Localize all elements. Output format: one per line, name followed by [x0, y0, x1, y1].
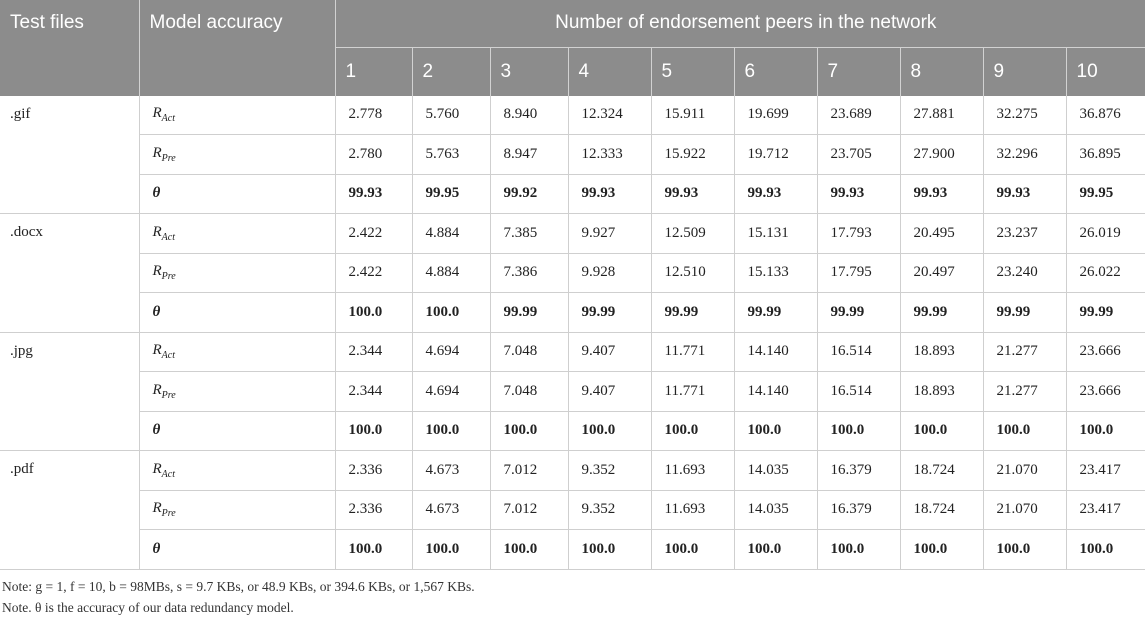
value-cell: 99.99 [1066, 293, 1145, 333]
symbol-subscript: Act [161, 350, 175, 362]
symbol-subscript: Pre [161, 152, 176, 164]
value-cell: 9.352 [568, 451, 651, 491]
value-cell: 26.019 [1066, 214, 1145, 254]
value-cell: 7.012 [490, 490, 568, 530]
value-cell: 99.99 [651, 293, 734, 333]
value-cell: 16.514 [817, 332, 900, 372]
value-cell: 20.497 [900, 253, 983, 293]
value-cell: 99.99 [983, 293, 1066, 333]
metric-label-r-pre [139, 490, 335, 530]
value-cell: 16.514 [817, 372, 900, 412]
value-cell: 100.0 [651, 530, 734, 570]
metric-label-r-act [139, 451, 335, 491]
value-cell: 8.940 [490, 96, 568, 135]
value-cell: 4.884 [412, 253, 490, 293]
value-cell: 99.93 [983, 174, 1066, 214]
value-cell: 15.133 [734, 253, 817, 293]
symbol-subscript: Pre [161, 389, 176, 401]
metric-label-theta: θ [139, 174, 335, 214]
value-cell: 9.928 [568, 253, 651, 293]
value-cell: 23.705 [817, 135, 900, 175]
table-notes [2, 576, 1145, 618]
value-cell: 100.0 [490, 411, 568, 451]
table-row [0, 253, 1145, 293]
header-peer-9: 9 [983, 47, 1066, 96]
value-cell: 99.95 [1066, 174, 1145, 214]
value-cell: 100.0 [412, 530, 490, 570]
header-peer-3: 3 [490, 47, 568, 96]
value-cell: 99.93 [335, 174, 412, 214]
value-cell: 99.95 [412, 174, 490, 214]
header-peer-7: 7 [817, 47, 900, 96]
value-cell: 100.0 [900, 411, 983, 451]
value-cell: 18.893 [900, 372, 983, 412]
table-row [0, 135, 1145, 175]
value-cell: 2.422 [335, 214, 412, 254]
value-cell: 2.422 [335, 253, 412, 293]
value-cell: 20.495 [900, 214, 983, 254]
table-row [0, 174, 1145, 214]
value-cell: 16.379 [817, 451, 900, 491]
symbol-subscript: Act [161, 468, 175, 480]
header-peer-10: 10 [1066, 47, 1145, 96]
value-cell: 26.022 [1066, 253, 1145, 293]
value-cell: 18.724 [900, 490, 983, 530]
value-cell: 100.0 [335, 293, 412, 333]
value-cell: 12.333 [568, 135, 651, 175]
value-cell: 8.947 [490, 135, 568, 175]
file-type-label: .pdf [0, 451, 139, 570]
value-cell: 100.0 [900, 530, 983, 570]
value-cell: 7.012 [490, 451, 568, 491]
value-cell: 99.99 [817, 293, 900, 333]
value-cell: 23.417 [1066, 451, 1145, 491]
value-cell: 21.070 [983, 451, 1066, 491]
value-cell: 15.922 [651, 135, 734, 175]
symbol-r: R [152, 105, 162, 122]
header-peer-1: 1 [335, 47, 412, 96]
value-cell: 4.884 [412, 214, 490, 254]
value-cell: 23.666 [1066, 332, 1145, 372]
value-cell: 15.911 [651, 96, 734, 135]
symbol-r: R [152, 381, 162, 398]
value-cell: 17.795 [817, 253, 900, 293]
file-type-label: .jpg [0, 332, 139, 451]
table-row [0, 332, 1145, 372]
value-cell: 99.99 [734, 293, 817, 333]
header-peers-title: Number of endorsement peers in the network [335, 0, 1145, 47]
value-cell: 99.92 [490, 174, 568, 214]
table-row [0, 530, 1145, 570]
header-peer-6: 6 [734, 47, 817, 96]
header-peer-2: 2 [412, 47, 490, 96]
value-cell: 100.0 [734, 530, 817, 570]
value-cell: 99.99 [900, 293, 983, 333]
metric-label-r-act [139, 332, 335, 372]
value-cell: 12.510 [651, 253, 734, 293]
metric-label-theta: θ [139, 530, 335, 570]
header-peer-5: 5 [651, 47, 734, 96]
value-cell: 15.131 [734, 214, 817, 254]
metric-label-r-act [139, 96, 335, 135]
metric-label-r-act [139, 214, 335, 254]
table-row [0, 372, 1145, 412]
symbol-subscript: Act [161, 231, 175, 243]
symbol-r: R [152, 144, 162, 161]
value-cell: 100.0 [412, 411, 490, 451]
file-type-label: .gif [0, 96, 139, 214]
table-row [0, 214, 1145, 254]
value-cell: 2.780 [335, 135, 412, 175]
value-cell: 11.693 [651, 451, 734, 491]
value-cell: 4.694 [412, 372, 490, 412]
note-theta: Note. θ is the accuracy of our data redundancy model. [2, 599, 294, 615]
value-cell: 100.0 [412, 293, 490, 333]
value-cell: 21.277 [983, 332, 1066, 372]
value-cell: 100.0 [817, 411, 900, 451]
symbol-subscript: Pre [161, 271, 176, 283]
value-cell: 23.417 [1066, 490, 1145, 530]
value-cell: 100.0 [1066, 530, 1145, 570]
value-cell: 7.048 [490, 332, 568, 372]
value-cell: 99.99 [568, 293, 651, 333]
header-peer-8: 8 [900, 47, 983, 96]
symbol-r: R [152, 342, 162, 359]
value-cell: 100.0 [734, 411, 817, 451]
metric-label-r-pre [139, 372, 335, 412]
symbol-r: R [152, 500, 162, 517]
file-type-label: .docx [0, 214, 139, 333]
value-cell: 2.344 [335, 372, 412, 412]
header-peer-4: 4 [568, 47, 651, 96]
value-cell: 14.035 [734, 451, 817, 491]
value-cell: 4.673 [412, 451, 490, 491]
value-cell: 100.0 [1066, 411, 1145, 451]
symbol-subscript: Pre [161, 508, 176, 520]
header-model-accuracy: Model accuracy [139, 0, 335, 96]
value-cell: 9.407 [568, 332, 651, 372]
metric-label-theta: θ [139, 293, 335, 333]
metric-label-r-pre [139, 253, 335, 293]
metric-label-theta: θ [139, 411, 335, 451]
value-cell: 100.0 [983, 530, 1066, 570]
value-cell: 5.760 [412, 96, 490, 135]
value-cell: 7.048 [490, 372, 568, 412]
value-cell: 100.0 [568, 530, 651, 570]
value-cell: 2.336 [335, 490, 412, 530]
table-row [0, 411, 1145, 451]
table-row [0, 451, 1145, 491]
header-test-files: Test files [0, 0, 139, 96]
value-cell: 32.296 [983, 135, 1066, 175]
value-cell: 19.712 [734, 135, 817, 175]
value-cell: 21.070 [983, 490, 1066, 530]
value-cell: 23.240 [983, 253, 1066, 293]
value-cell: 99.93 [651, 174, 734, 214]
value-cell: 21.277 [983, 372, 1066, 412]
value-cell: 14.140 [734, 372, 817, 412]
value-cell: 9.352 [568, 490, 651, 530]
value-cell: 14.140 [734, 332, 817, 372]
value-cell: 99.93 [900, 174, 983, 214]
value-cell: 36.876 [1066, 96, 1145, 135]
value-cell: 100.0 [568, 411, 651, 451]
value-cell: 100.0 [335, 530, 412, 570]
value-cell: 12.509 [651, 214, 734, 254]
value-cell: 36.895 [1066, 135, 1145, 175]
value-cell: 100.0 [335, 411, 412, 451]
value-cell: 17.793 [817, 214, 900, 254]
value-cell: 7.386 [490, 253, 568, 293]
value-cell: 2.336 [335, 451, 412, 491]
value-cell: 11.771 [651, 372, 734, 412]
value-cell: 12.324 [568, 96, 651, 135]
metric-label-r-pre [139, 135, 335, 175]
value-cell: 2.344 [335, 332, 412, 372]
value-cell: 19.699 [734, 96, 817, 135]
value-cell: 23.666 [1066, 372, 1145, 412]
symbol-r: R [152, 263, 162, 280]
value-cell: 11.771 [651, 332, 734, 372]
value-cell: 99.93 [817, 174, 900, 214]
value-cell: 16.379 [817, 490, 900, 530]
value-cell: 100.0 [983, 411, 1066, 451]
value-cell: 14.035 [734, 490, 817, 530]
value-cell: 4.673 [412, 490, 490, 530]
symbol-r: R [152, 460, 162, 477]
value-cell: 4.694 [412, 332, 490, 372]
symbol-r: R [152, 223, 162, 240]
value-cell: 2.778 [335, 96, 412, 135]
value-cell: 100.0 [651, 411, 734, 451]
value-cell: 99.99 [490, 293, 568, 333]
table-row [0, 293, 1145, 333]
table-row [0, 96, 1145, 135]
value-cell: 23.237 [983, 214, 1066, 254]
value-cell: 27.900 [900, 135, 983, 175]
value-cell: 23.689 [817, 96, 900, 135]
value-cell: 99.93 [568, 174, 651, 214]
value-cell: 100.0 [817, 530, 900, 570]
value-cell: 99.93 [734, 174, 817, 214]
value-cell: 27.881 [900, 96, 983, 135]
value-cell: 100.0 [490, 530, 568, 570]
symbol-subscript: Act [161, 113, 175, 125]
value-cell: 7.385 [490, 214, 568, 254]
value-cell: 9.407 [568, 372, 651, 412]
value-cell: 5.763 [412, 135, 490, 175]
value-cell: 32.275 [983, 96, 1066, 135]
note-parameters: Note: g = 1, f = 10, b = 98MBs, s = 9.7 KBs, or 48.9 KBs, or 394.6 KBs, or 1,567 KBs. [2, 578, 475, 594]
value-cell: 18.724 [900, 451, 983, 491]
value-cell: 9.927 [568, 214, 651, 254]
value-cell: 18.893 [900, 332, 983, 372]
value-cell: 11.693 [651, 490, 734, 530]
table-row [0, 490, 1145, 530]
